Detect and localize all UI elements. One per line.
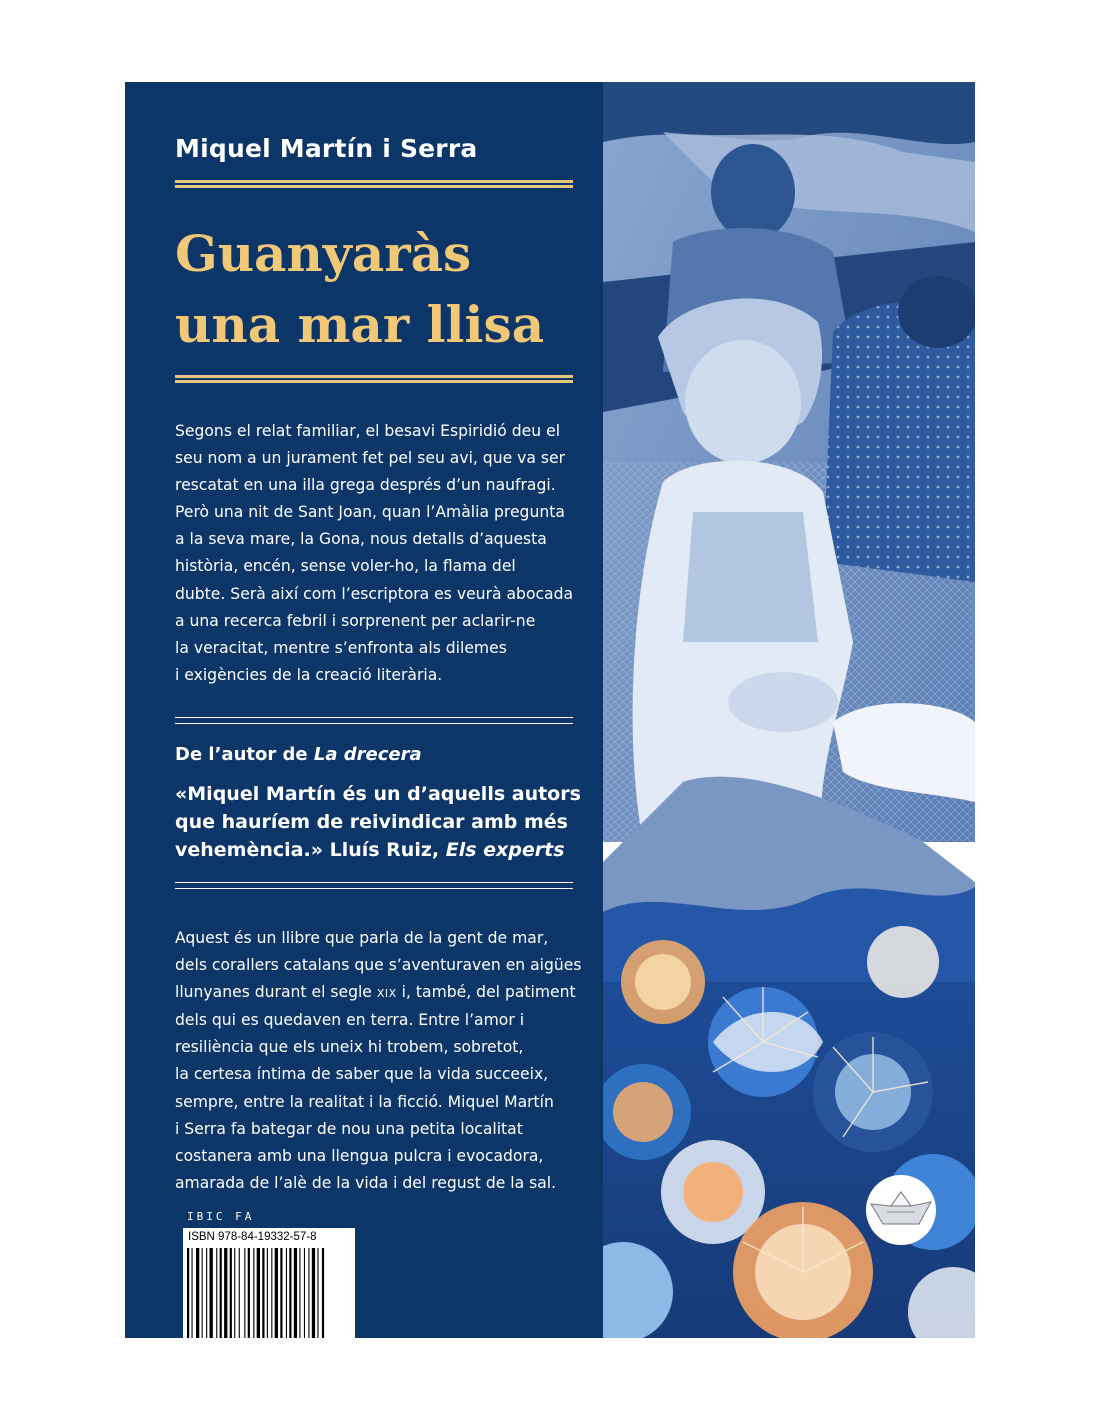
barcode-bar [312,1248,315,1338]
description-line: Aquest és un llibre que parla de la gent de mar, [175,929,549,947]
description-line: la certesa íntima de saber que la vida succeeix, [175,1065,549,1084]
barcode-bar [239,1248,240,1338]
quote-text: vehemència.» Lluís Ruiz, [175,839,446,861]
synopsis-line: dubte. Serà així com l’escriptora es veurà abocada [175,584,574,603]
press-quote [175,780,595,864]
woman-face [685,340,801,464]
barcode-bar [192,1248,193,1338]
synopsis-line: la veracitat, mentre s’enfronta als dilemes [175,638,507,657]
gold-divider-top [175,180,573,188]
barcode-bar [206,1248,207,1338]
description-line: resiliència que els uneix hi trobem, sobretot, [175,1038,524,1057]
cover-illustration [603,82,975,1338]
barcode-bar [224,1248,227,1338]
description-line: costanera amb una llengua pulcra i evocadora, [175,1146,544,1165]
synopsis-line: Però una nit de Sant Joan, quan l’Amàlia pregunta [175,503,565,522]
author-name: Miquel Martín i Serra [175,134,478,163]
description-text: i, també, del patiment [396,983,576,1002]
quote-line [175,836,595,864]
description-line: i Serra fa bategar de nou una petita localitat [175,1119,523,1138]
barcode-bar [216,1248,217,1338]
description-text: llunyanes durant el segle [175,983,372,1002]
barcode-bar [253,1248,254,1338]
quote-line: que hauríem de reivindicar amb més [175,811,568,833]
barcode-bar [196,1248,199,1338]
barcode-bar [248,1248,250,1338]
barcode-bar [275,1248,278,1338]
woman-back-head [711,144,795,240]
barcode-bar [304,1248,305,1338]
description-line: amarada de l’alè de la vida i del regust de la sal. [175,1173,557,1192]
barcode-bar [210,1248,213,1338]
barcode-bar [267,1248,268,1338]
text-panel [125,82,603,1338]
description-line: dels qui es quedaven en terra. Entre l’amor i [175,1011,525,1030]
apron [683,512,818,642]
ibic-code: IBIC FA [187,1210,255,1223]
barcode-bar [286,1248,287,1338]
barcode-bar [299,1248,300,1338]
barcode-bar [234,1248,235,1338]
synopsis-line: a una recerca febril i sorprenent per aclarir-ne [175,611,536,630]
paper-boat-icon [861,1174,941,1246]
title-line-1: Guanyaràs [175,224,472,283]
divider-mid-bottom [175,882,573,889]
synopsis-line: a la seva mare, la Gona, nous detalls d’aquesta [175,530,547,549]
barcode-bar [202,1248,203,1338]
synopsis-line: història, encén, sense voler-ho, la flama del [175,557,516,576]
description-line [175,979,585,1007]
description-line: sempre, entre la realitat i la ficció. Miquel Martín [175,1092,554,1111]
barcode-bar [257,1248,260,1338]
description [175,925,585,1197]
title-line-2: una mar llisa [175,295,545,354]
barcode-bar [244,1248,245,1338]
previous-title: La drecera [313,744,422,765]
photo-and-coral-art [603,82,975,1338]
barcode-bar [230,1248,232,1338]
barcode-bar [220,1248,222,1338]
synopsis-line: i exigències de la creació literària. [175,665,443,684]
description-line: dels corallers catalans que s’aventuraven en aigües [175,956,582,975]
divider-mid-top [175,717,573,724]
coral-white [867,926,939,998]
previous-prefix: De l’autor de [175,744,314,765]
woman-hands [728,672,838,732]
synopsis-line: Segons el relat familiar, el besavi Espiridió deu el [175,422,561,440]
barcode-bar [187,1248,189,1338]
book-back-cover [125,82,975,1338]
quote-source: Els experts [445,839,565,861]
barcode-bar [294,1248,297,1338]
barcode-bar [317,1248,318,1338]
synopsis [175,418,585,689]
barcode-bar [289,1248,291,1338]
barcode [183,1228,355,1338]
barcode-bar [271,1248,272,1338]
barcode-bar [322,1248,324,1338]
book-title [175,218,595,360]
barcode-bars [187,1248,351,1338]
barcode-bar [262,1248,264,1338]
synopsis-line: rescatat en una illa grega després d’un naufragi. [175,476,556,495]
century-numeral: XIX [376,987,397,1001]
synopsis-line: seu nom a un jurament fet pel seu avi, que va ser [175,449,566,468]
isbn-number: ISBN 978-84-19332-57-8 [188,1231,317,1243]
gold-divider-bottom [175,375,573,383]
previous-work [175,744,422,765]
barcode-bar [308,1248,309,1338]
barcode-bar [280,1248,282,1338]
quote-line: «Miquel Martín és un d’aquells autors [175,783,581,805]
